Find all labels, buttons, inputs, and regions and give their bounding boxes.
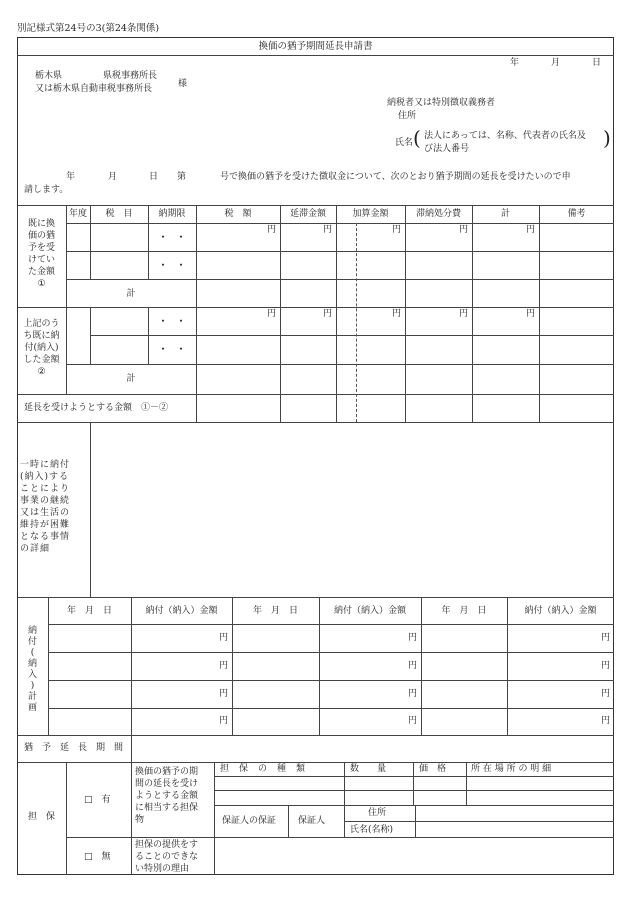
due-date-dots: ・ ・ <box>158 261 186 271</box>
due-date-dots: ・ ・ <box>158 317 186 327</box>
col-due-date: 納期限 <box>158 209 186 219</box>
due-date-dots: ・ ・ <box>158 233 186 243</box>
intro-year: 年 <box>66 172 76 182</box>
col-delinquency: 延滞金額 <box>289 209 326 219</box>
col-total: 計 <box>500 209 510 219</box>
collateral-has-checkbox[interactable]: □ 有 <box>84 795 111 805</box>
extension-period-label: 猶 予 延 長 期 間 <box>24 743 124 753</box>
addressee-honorific: 様 <box>178 79 188 89</box>
plan-col-amount: 納付（納入）金額 <box>524 606 597 616</box>
intro-day: 日 <box>149 172 159 182</box>
applicant-name-note-1: 法人にあっては、名称、代表者の氏名及 <box>424 131 586 141</box>
collateral-label: 担 保 <box>28 812 56 822</box>
applicant-name-note-2: び法人番号 <box>424 144 470 154</box>
collateral-col-price: 価 格 <box>419 764 447 774</box>
collateral-has-desc: 換価の猶予の期 間の延長を受け ようとする金額 に相当する担保 物 <box>135 767 199 825</box>
collateral-none-desc: 担保の提供をす ることのできな い特別の理由 <box>135 840 199 874</box>
guarantor-guarantee-label: 保証人の保証 <box>222 816 277 826</box>
subtotal-1: 計 <box>126 289 136 299</box>
date-year: 年 <box>510 58 520 68</box>
addressee-office-alt: 又は栃木県自動車税事務所長 <box>35 84 153 94</box>
left-brace: ( <box>413 126 421 150</box>
plan-col-date: 年 月 日 <box>252 606 298 616</box>
reason-details-field[interactable] <box>91 423 613 596</box>
tax-table-top <box>17 205 614 206</box>
applicant-address-label: 住所 <box>398 111 417 121</box>
intro-month: 月 <box>108 172 118 182</box>
addressee-pref: 栃木県 <box>35 71 63 81</box>
due-date-dots: ・ ・ <box>158 345 186 355</box>
intro-text-1: 号で換価の猶予を受けた徴収金について、次のとおり猶予期間の延長を受けたいので申 <box>220 172 571 182</box>
section-already-paid: 上記のう ち既に納 付(納入) した金額 ② <box>23 319 60 377</box>
applicant-name-label: 氏名 <box>395 138 414 148</box>
collateral-none-checkbox[interactable]: □ 無 <box>84 852 111 862</box>
collateral-col-location: 所 在 場 所 の 明 細 <box>471 764 552 774</box>
col-tax-item: 税 目 <box>105 209 133 219</box>
title-rule <box>17 55 614 56</box>
date-month: 月 <box>551 58 561 68</box>
plan-col-date: 年 月 日 <box>441 606 487 616</box>
guarantor-address-label: 住所 <box>368 808 387 818</box>
plan-col-amount: 納付（納入）金額 <box>333 606 406 616</box>
col-fiscal-year: 年度 <box>68 209 87 219</box>
guarantor-name-label: 氏名(名称) <box>350 825 394 835</box>
intro-number: 第 <box>177 172 187 182</box>
col-disposition-fee: 滞納処分費 <box>415 209 461 219</box>
subtotal-2: 計 <box>126 374 136 384</box>
payment-plan-label: 納 付 ( 納 入 ) 計 画 <box>27 626 37 713</box>
applicant-label: 納税者又は特別徴収義務者 <box>387 98 496 108</box>
col-tax-amount: 税 額 <box>224 209 252 219</box>
col-remarks: 備考 <box>567 209 586 219</box>
form-number: 別記様式第24号の3(第24条関係) <box>17 23 160 34</box>
intro-text-2: 請します。 <box>24 185 69 195</box>
plan-col-amount: 納付（納入）金額 <box>145 606 218 616</box>
addressee-office: 県税事務所長 <box>103 71 158 81</box>
section-already-deferred: 既に換 価の猶 予を受 けてい た金額 ① <box>27 219 55 289</box>
col-additional: 加算金額 <box>352 209 389 219</box>
date-day: 日 <box>592 58 602 68</box>
collateral-col-qty: 数 量 <box>350 764 387 774</box>
form-title: 換価の猶予期間延長申請書 <box>258 41 373 52</box>
collateral-col-type: 担 保 の 種 類 <box>220 764 306 774</box>
guarantor-label: 保証人 <box>298 816 326 826</box>
extension-amount-label: 延長を受けようとする金額 ①－② <box>24 403 169 413</box>
reason-label: 一時に納付 (納入)する ことにより 事業の継続 又は生活の 維持が困難 となる事情 の詳細 <box>20 460 71 554</box>
plan-col-date: 年 月 日 <box>66 606 112 616</box>
right-brace: ) <box>603 126 611 150</box>
